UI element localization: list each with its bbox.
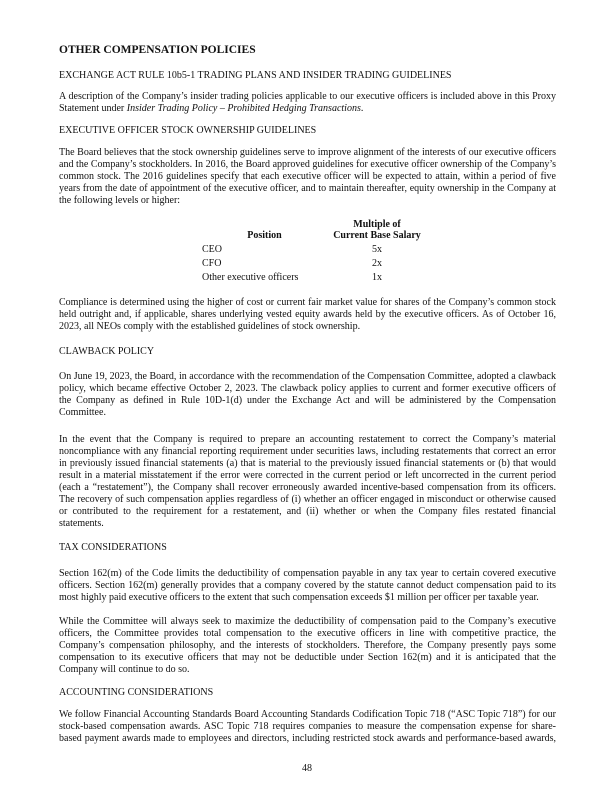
page-number: 48 [302,763,312,774]
cell-multiple: 2x [372,258,382,269]
paragraph: While the Committee will always seek to maximize the deductibility of compensation paid to the Company’s executive officers, the Committee provides total compensation to the executive officers in line with competitive practice, the Company’s compensation philosophy, and the interests of stockholders. Therefore, the Company presently pays some compensation to its executive officers that may not be deductible under Section 162(m) and it is anticipated that the Company will continue to do so. [59,616,556,675]
table-row [196,271,427,285]
cell-position: CFO [202,258,222,269]
section-heading: EXECUTIVE OFFICER STOCK OWNERSHIP GUIDELINES [59,125,317,136]
paragraph: On June 19, 2023, the Board, in accordance with the recommendation of the Compensation Committee, adopted a clawback policy, which became effective October 2, 2023. The clawback policy applies to current and former executive officers of the Company as defined in Rule 10D-1(d) under the Exchange Act and will be administered by the Compensation Committee. [59,371,556,418]
header-multiple [327,219,427,243]
table-row [196,257,427,271]
section-heading: EXCHANGE ACT RULE 10b5-1 TRADING PLANS AND INSIDER TRADING GUIDELINES [59,70,452,81]
cell-position: Other executive officers [202,272,299,283]
text: . [360,103,364,114]
table-header-row [196,219,427,243]
italic-reference: Insider Trading Policy – Prohibited Hedging Transactions [126,103,361,114]
header-position: Position [247,230,282,241]
paragraph [59,91,556,115]
paragraph: We follow Financial Accounting Standards Board Accounting Standards Codification Topic 718 (“ASC Topic 718”) for our stock-based compensation awards. ASC Topic 718 requires companies to measure the compensation expense for share-based payment awards made to employees and directors, including restricted stock awards and performance-based awards, [59,709,556,744]
paragraph: In the event that the Company is required to prepare an accounting restatement to correct the Company’s material noncompliance with any financial reporting requirement under securities laws, including restatements that correct an error in previously issued financial statements (a) that is material to the previously issued financial statements or (b) that would result in a material misstatement if the error were corrected in the current period or left uncorrected in the current period (each a “restatement”), the Company shall recover erroneously awarded incentive-based compensation from its officers. The recovery of such compensation applies regardless of (i) whether an officer engaged in misconduct or otherwise caused or contributed to the requirement for a restatement, and (ii) whether or when the Company files restated financial statements. [59,434,556,529]
header-line: Current Base Salary [333,230,421,241]
cell-multiple: 5x [372,244,382,255]
paragraph: Compliance is determined using the higher of cost or current fair market value for shares of the Company’s common stock held outright and, if applicable, shares underlying vested equity awards held by the executive officers. As of October 16, 2023, all NEOs comply with the established guidelines of stock ownership. [59,297,556,332]
page-title [59,44,556,56]
section-heading: TAX CONSIDERATIONS [59,542,167,553]
text: A description of the Company’s insider trading policies applicable to our executive officers is included above in this Proxy Statement under [59,91,556,114]
section-heading: CLAWBACK POLICY [59,346,155,357]
header-line: Multiple of [353,219,401,230]
table-row [196,243,427,257]
section-heading: ACCOUNTING CONSIDERATIONS [59,687,214,698]
paragraph: Section 162(m) of the Code limits the deductibility of compensation payable in any tax year to certain covered executive officers. Section 162(m) generally provides that a company covered by the statute cannot deduct compensation paid to its most highly paid executive officers to the extent that such compensation exceeds $1 million per officer per taxable year. [59,568,556,603]
ownership-table [196,219,427,285]
paragraph: The Board believes that the stock ownership guidelines serve to improve alignment of the interests of our executive officers and the Company’s stockholders. In 2016, the Board approved guidelines for executive officer ownership of the Company’s common stock. The 2016 guidelines specify that each executive officer will be expected to attain, within a period of five years from the date of appointment of the executive officer, and to maintain thereafter, equity ownership in the Company at the following levels or higher: [59,147,556,206]
cell-position: CEO [202,244,222,255]
title-text: OTHER COMPENSATION POLICIES [59,44,256,56]
cell-multiple: 1x [372,272,382,283]
